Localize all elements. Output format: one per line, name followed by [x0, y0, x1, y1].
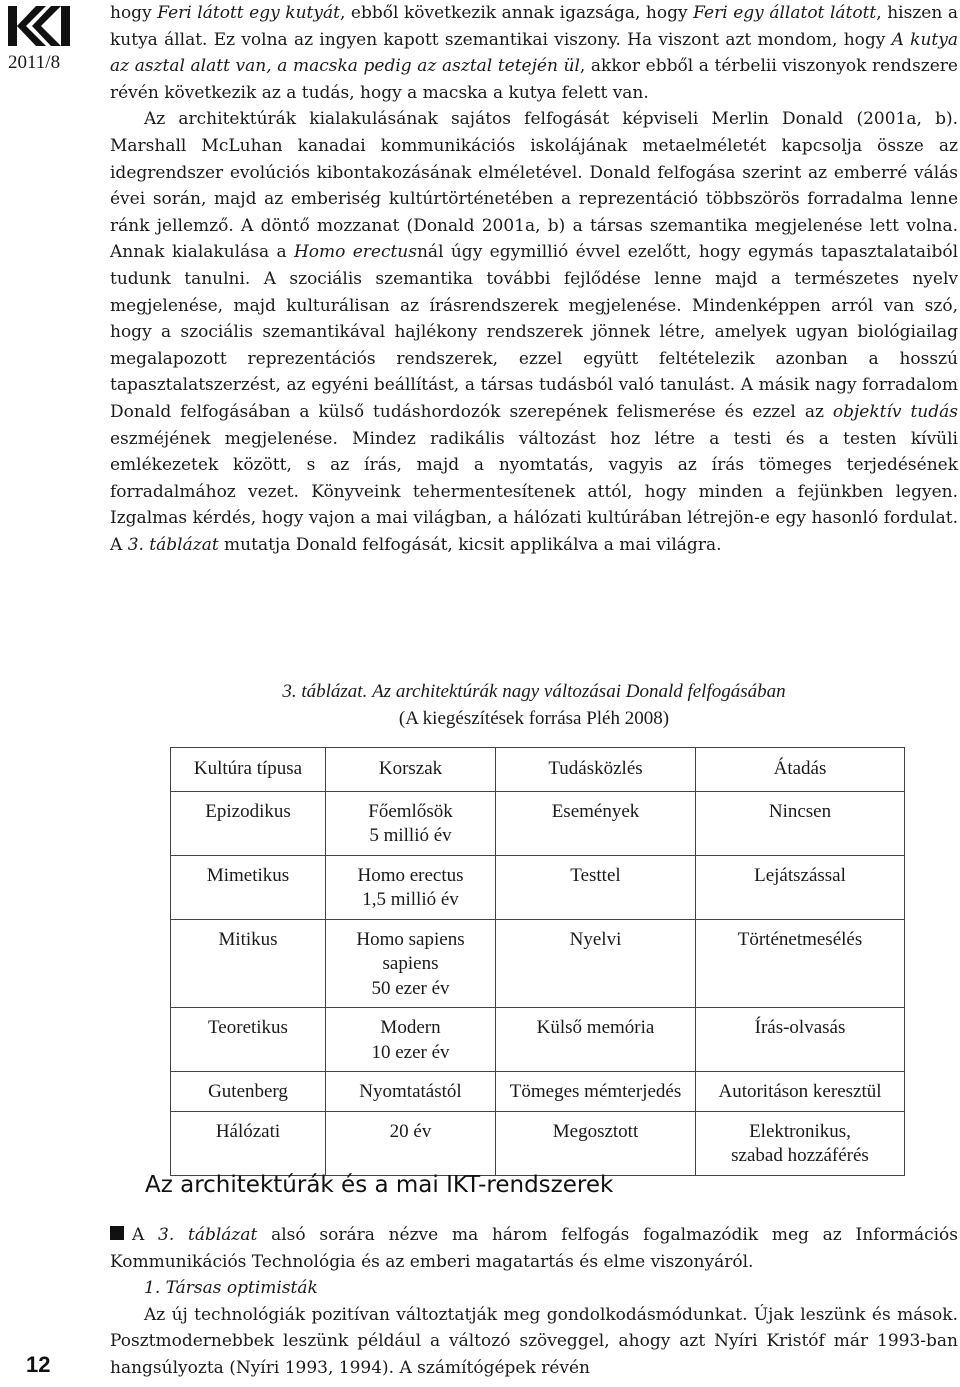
paragraph-2: [110, 106, 958, 558]
table-cell: Nyelvi: [496, 919, 696, 1008]
page-number: 12: [26, 1352, 51, 1377]
table-cell: Modern 10 ezer év: [326, 1008, 496, 1072]
table-row: [171, 855, 905, 919]
table-cell: Autoritáson keresztül: [696, 1072, 905, 1112]
table-cell: Hálózati: [171, 1111, 326, 1175]
table-cell: Homo erectus 1,5 millió év: [326, 855, 496, 919]
table-cell: 20 év: [326, 1111, 496, 1175]
caption-title: Az architektúrák nagy változásai Donald felfogásában: [372, 681, 786, 702]
table-cell: Elektronikus, szabad hozzáférés: [696, 1111, 905, 1175]
text-run: , ebből következik annak igazsága, hogy: [339, 3, 694, 23]
table-cell: Gutenberg: [171, 1072, 326, 1112]
subheading: [110, 1275, 958, 1302]
text-run: , hiszen a kutya állat. Ez volna az ingyen kapott szemantikai viszony. Ha viszont azt mondom, hogy: [110, 3, 959, 50]
header-cell: Korszak: [326, 748, 496, 792]
table-row: [171, 919, 905, 1008]
header-cell: Átadás: [696, 748, 905, 792]
table-row: [171, 791, 905, 855]
table-cell: Megosztott: [496, 1111, 696, 1175]
table-cell: Teoretikus: [171, 1008, 326, 1072]
text-run: alsó sorára nézve ma három felfogás fogalmazódik meg az Információs Kommunikációs Technológia és az emberi magatartás és elme viszonyáról.: [110, 1225, 958, 1272]
table-cell: Történetmesélés: [696, 919, 905, 1008]
italic-run: 3. táblázat: [158, 1225, 258, 1245]
table-cell: Írás-olvasás: [696, 1008, 905, 1072]
text-run: eszméjének megjelenése. Mindez radikális változást hoz létre a testi és a testen kívüli emlékezetek között, s az írás, majd a nyomtatás, vagyis az írás tömeges terjedésének forradalmához vezet. Könyveink tehermentesítenek attól, hogy minden a fejünkben legyen. Izgalmas kérdés, hogy vajon a mai világban, a hálózati kultúrában létrejön-e egy hasonló fordulat. A: [110, 428, 958, 555]
table-row: [171, 1008, 905, 1072]
table-cell: Mimetikus: [171, 855, 326, 919]
section-heading: Az architektúrák és a mai IKT-rendszerek: [145, 1172, 614, 1198]
table-cell: Nyomtatástól: [326, 1072, 496, 1112]
table-cell: Lejátszással: [696, 855, 905, 919]
square-bullet-icon: [110, 1226, 124, 1240]
italic-run: Feri egy állatot látott: [693, 3, 877, 23]
italic-run: Feri látott egy kutyát: [157, 3, 340, 23]
table-cell: Mitikus: [171, 919, 326, 1008]
table-cell: Főemlősök 5 millió év: [326, 791, 496, 855]
table-cell: Események: [496, 791, 696, 855]
table-cell: Nincsen: [696, 791, 905, 855]
architecture-table: [170, 747, 905, 1176]
table-cell: Külső memória: [496, 1008, 696, 1072]
lower-text: [110, 1222, 958, 1382]
italic-run: 3. táblázat: [127, 534, 219, 555]
text-run: hogy: [110, 3, 158, 23]
text-run: A: [132, 1225, 159, 1245]
italic-run: objektív tudás: [832, 401, 958, 422]
text-run: Az architektúrák kialakulásának sajátos felfogását képviseli Merlin Donald (2001a, b). Marshall McLuhan kanadai kommunikációs iskolájának metaelméletét kapcsolja össze az idegrendszer evolúciós kibontakozásának elméletével. Donald felfogása szerint az emberré válás évei során, majd az emberiség kultúrtörténetében a reprezentáció többszörös forradalma lenne ránk jellemző. A döntő mozzanat (Donald 2001a, b) a társas szemantika megjelenése lett volna. Annak kialakulása a: [110, 109, 958, 263]
table-cell: Tömeges mémterjedés: [496, 1072, 696, 1112]
text-run: nál úgy egymillió évvel ezelőtt, hogy egymás tapasztalataiból tudunk tanulni. A szociális szemantika további fejlődése lenne majd a természetes nyelv megjelenése, majd kulturálisan az írásrendszerek megjelenése. Mindenképpen arról van szó, hogy a szociális szemantikával hajlékony rendszerek jönnek létre, amelyek ugyan biológiailag megalapozott reprezentációs rendszerek, ezzel együtt feltételezik azonban a hosszú tapasztalatszerzést, az egyéni beállítást, a társas tudásból való tanulást. A másik nagy forradalom Donald felfogásában a külső tudáshordozók szerepének felismerése és ezzel az: [110, 242, 958, 422]
body-text: [110, 0, 958, 558]
issue-label: 2011/8: [8, 52, 61, 73]
italic-run: 1. Társas optimisták: [144, 1278, 318, 1299]
header-cell: Kultúra típusa: [171, 748, 326, 792]
table-cell: Epizodikus: [171, 791, 326, 855]
text-run: mutatja Donald felfogását, kicsit applikálva a mai világra.: [218, 534, 722, 555]
caption-number: 3. táblázat.: [282, 681, 368, 702]
table-caption: [110, 678, 958, 732]
paragraph-1: [110, 0, 958, 106]
italic-run: A kutya az asztal alatt van, a macska pedig az asztal tetején ül: [110, 29, 958, 77]
table-cell: Homo sapiens sapiens 50 ezer év: [326, 919, 496, 1008]
table-row: [171, 1072, 905, 1112]
italic-run: Homo erectus: [293, 242, 417, 263]
table-container: [170, 747, 904, 1176]
section-paragraph-1: [110, 1222, 958, 1275]
header-cell: Tudásközlés: [496, 748, 696, 792]
table-row: [171, 1111, 905, 1175]
section-paragraph-2: Az új technológiák pozitívan változtatják meg gondolkodásmódunkat. Újak leszünk és mások. Posztmodernebbek leszünk például a változó szöveggel, ahogy azt Nyíri Kristóf már 1993-ban hangsúlyozta (Nyíri 1993, 1994). A számítógépek révén: [110, 1304, 958, 1378]
table-cell: Testtel: [496, 855, 696, 919]
caption-source: (A kiegészítések forrása Pléh 2008): [398, 708, 670, 729]
text-run: , akkor ebből a térbelii viszonyok rendszere révén következik az a tudás, hogy a macska a kutya felett van.: [110, 56, 958, 103]
journal-logo: [6, 4, 74, 48]
table-header-row: [171, 748, 905, 792]
